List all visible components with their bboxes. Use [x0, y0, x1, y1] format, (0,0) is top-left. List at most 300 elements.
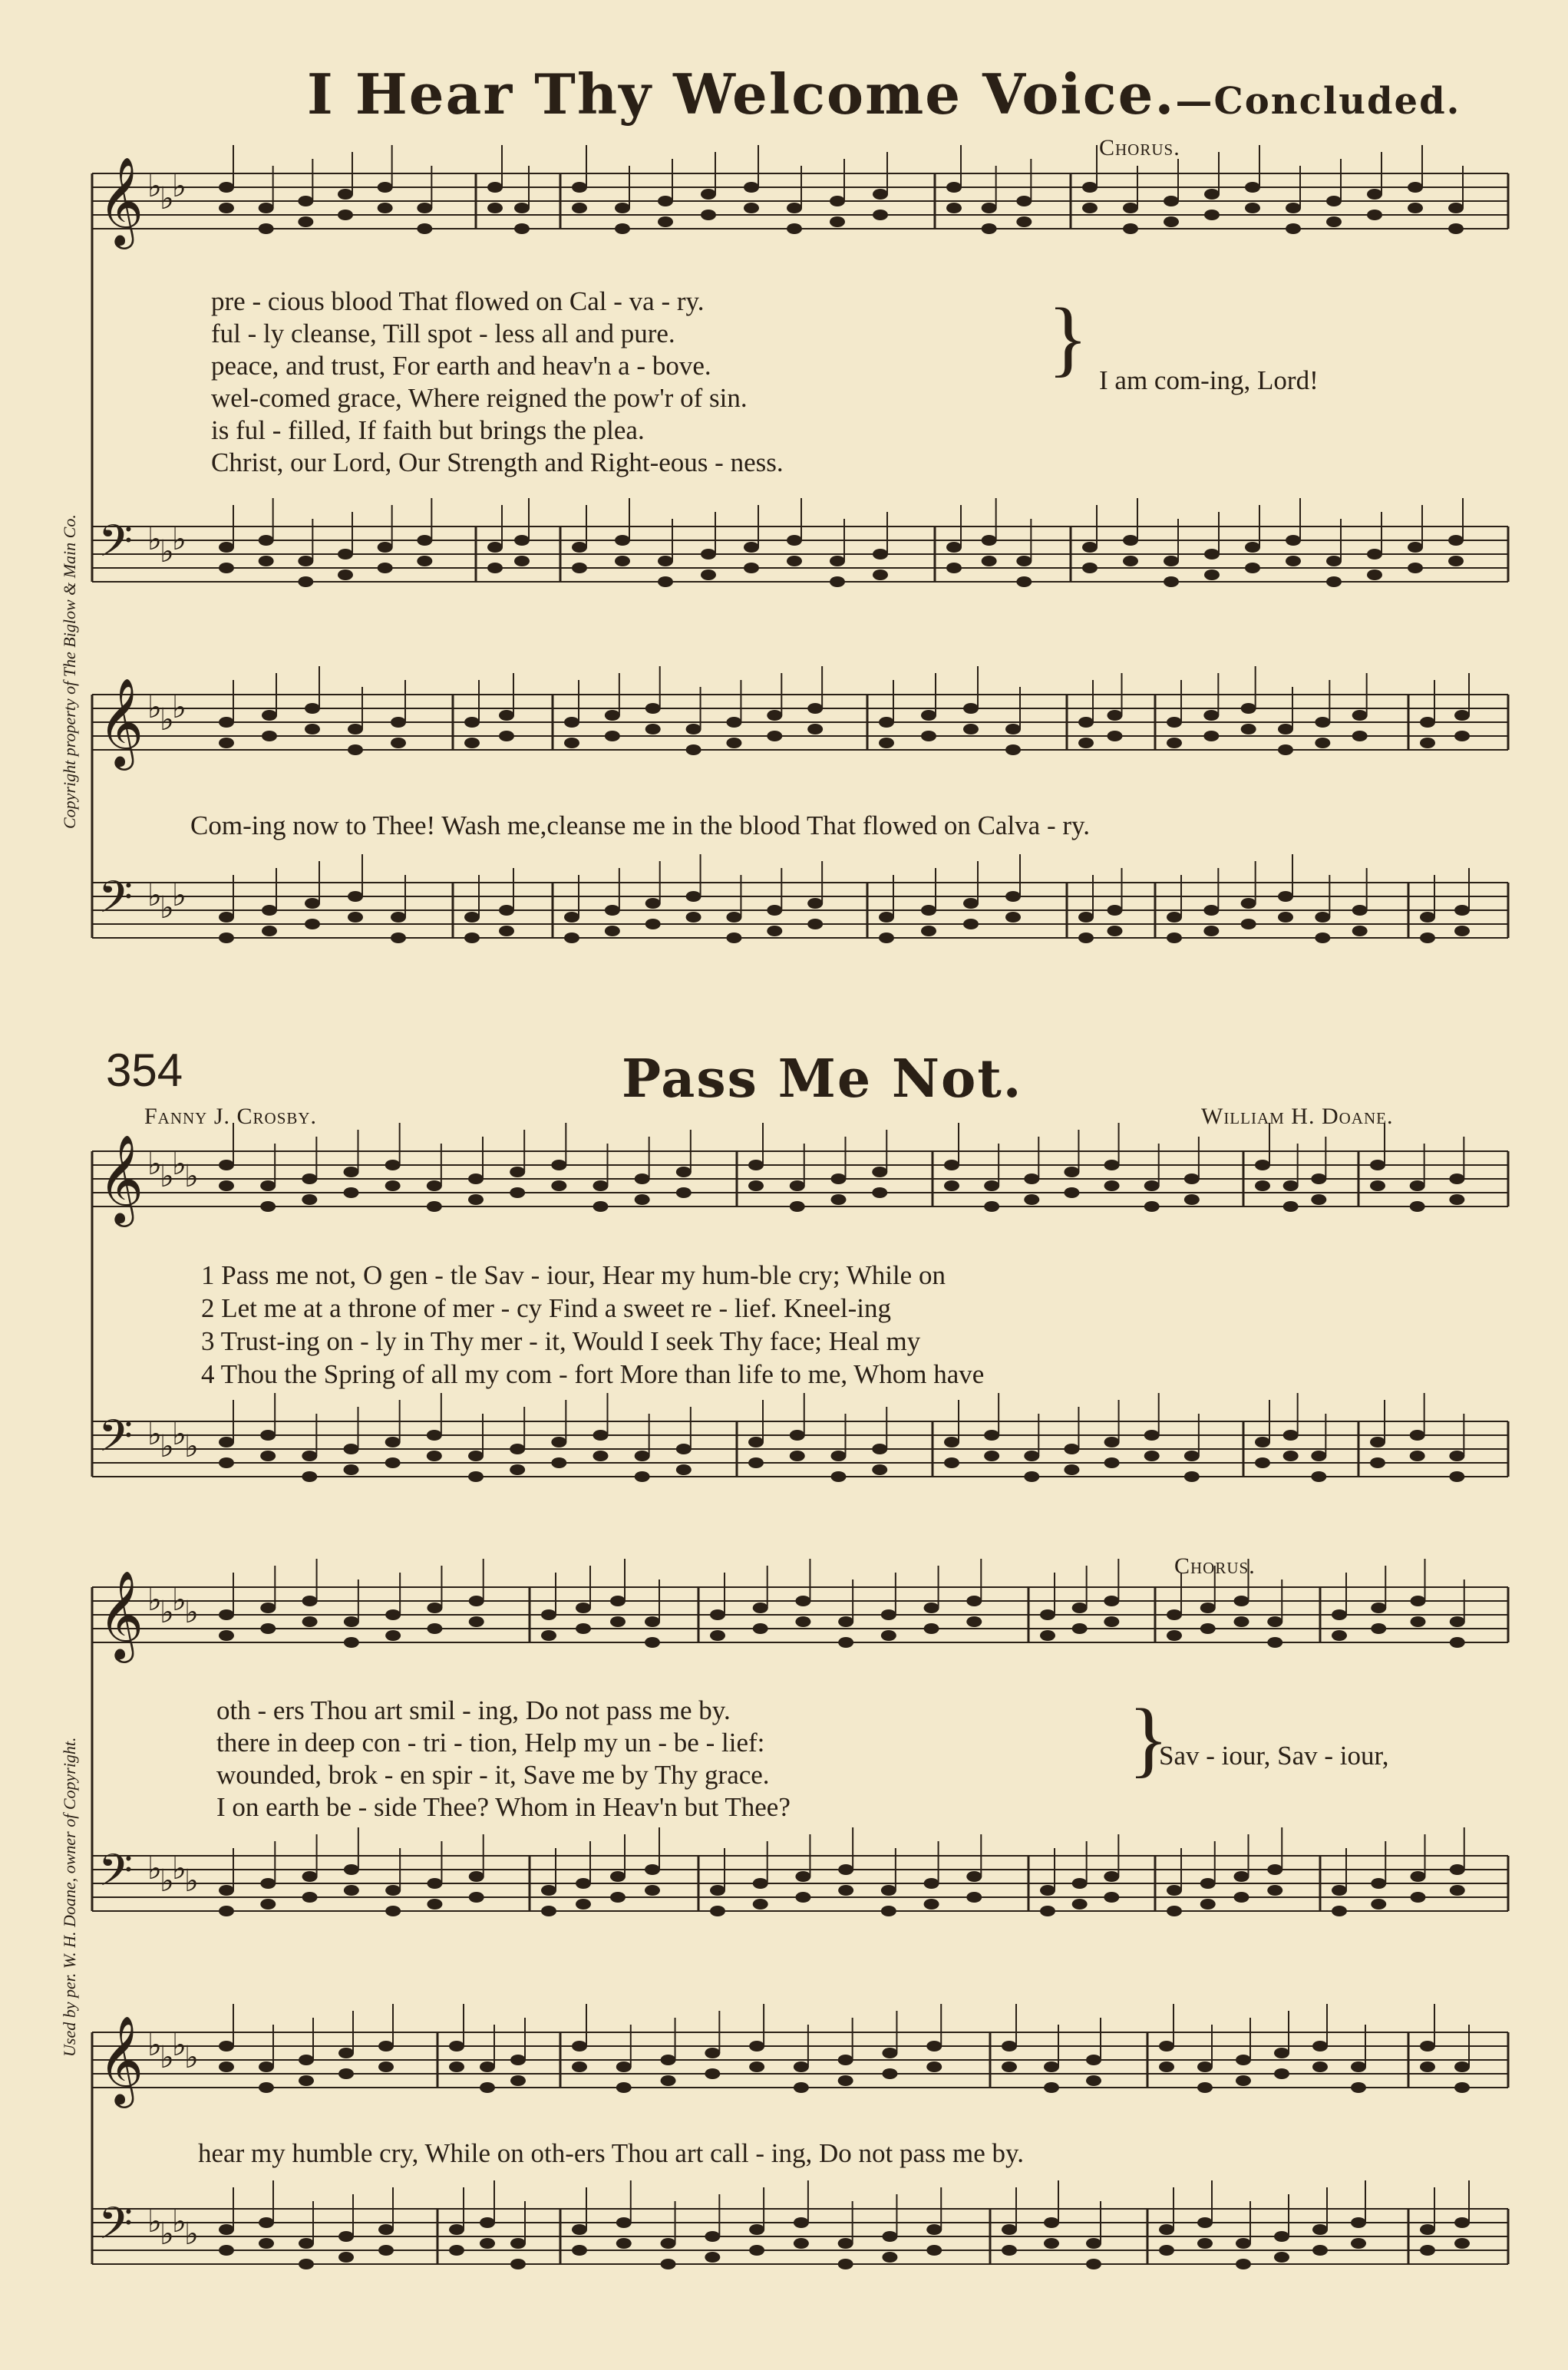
note-head — [661, 2055, 676, 2065]
note-head — [510, 1444, 525, 1454]
closing-line-hymn: hear my humble cry, While on oth-ers Thou art call - ing, Do not pass me by. — [198, 2138, 1024, 2168]
note-head — [1064, 1444, 1079, 1454]
note-head — [1167, 1630, 1182, 1641]
note-head — [1197, 2082, 1213, 2093]
note-head — [219, 2061, 234, 2072]
note-head — [615, 203, 630, 213]
note-head — [572, 542, 587, 553]
note-head — [1044, 2217, 1059, 2228]
note-head — [262, 926, 277, 936]
note-head — [344, 1444, 359, 1454]
note-head — [302, 1194, 317, 1205]
note-head — [966, 1871, 982, 1882]
note-head — [1159, 2245, 1174, 2256]
note-head — [262, 710, 277, 721]
note-head — [510, 1167, 525, 1177]
note-head — [1164, 556, 1179, 566]
note-head — [449, 2245, 464, 2256]
note-head — [748, 1180, 764, 1191]
note-head — [302, 1173, 317, 1184]
note-head — [701, 569, 716, 580]
note-head — [1104, 1616, 1119, 1627]
note-head — [1167, 932, 1182, 943]
note-head — [298, 196, 313, 206]
note-head — [348, 744, 363, 755]
note-head — [1420, 2041, 1435, 2051]
note-head — [260, 1430, 276, 1441]
note-head — [924, 1603, 939, 1613]
note-head — [676, 1167, 692, 1177]
note-head — [344, 1167, 359, 1177]
verse-line: 3 Trust-ing on - ly in Thy mer - it, Would I seek Thy face; Heal my — [201, 1326, 921, 1356]
flat-icon: ♭ — [172, 2028, 187, 2063]
note-head — [615, 535, 630, 546]
flat-icon: ♭ — [147, 522, 162, 557]
note-head — [1234, 1871, 1249, 1882]
note-head — [305, 898, 320, 909]
note-head — [338, 2048, 354, 2058]
note-head — [645, 1616, 660, 1627]
note-head — [661, 2259, 676, 2269]
verse-block-top — [211, 286, 784, 479]
note-head — [1086, 2259, 1101, 2269]
chorus-label-top: Chorus. — [1099, 135, 1180, 160]
note-head — [1351, 2217, 1366, 2228]
note-head — [348, 891, 363, 902]
note-head — [1005, 744, 1021, 755]
note-head — [1450, 1864, 1465, 1875]
flat-icon: ♭ — [160, 181, 174, 216]
note-head — [795, 1871, 810, 1882]
note-head — [302, 1471, 317, 1482]
note-head — [1236, 2238, 1251, 2249]
note-head — [348, 724, 363, 734]
note-head — [487, 542, 503, 553]
note-head — [794, 2061, 809, 2072]
note-head — [1204, 210, 1220, 220]
note-head — [468, 1194, 484, 1205]
note-head — [879, 912, 894, 923]
note-head — [1123, 556, 1138, 566]
note-head — [838, 1864, 853, 1875]
note-head — [926, 2245, 942, 2256]
note-head — [710, 1609, 725, 1620]
note-head — [616, 2238, 632, 2249]
note-head — [944, 1437, 959, 1447]
note-head — [879, 717, 894, 728]
note-head — [480, 2082, 495, 2093]
note-head — [427, 1603, 442, 1613]
note-head — [749, 2041, 764, 2051]
note-head — [1236, 2259, 1251, 2269]
note-head — [1200, 1878, 1216, 1889]
note-head — [882, 2252, 897, 2263]
note-head — [882, 2048, 897, 2058]
flat-icon: ♭ — [172, 522, 187, 557]
note-head — [572, 2061, 587, 2072]
note-head — [1367, 549, 1382, 559]
note-head — [344, 1885, 359, 1896]
note-head — [838, 2259, 853, 2269]
note-head — [487, 182, 503, 193]
note-head — [1123, 223, 1138, 234]
note-head — [593, 1180, 609, 1191]
note-head — [514, 535, 530, 546]
verse-line: is ful - filled, If faith but brings the plea. — [211, 415, 645, 445]
note-head — [882, 2068, 897, 2079]
note-head — [1332, 1609, 1347, 1620]
note-head — [1411, 1892, 1426, 1903]
verse-line: pre - cious blood That flowed on Cal - va - ry. — [211, 286, 705, 316]
note-head — [963, 724, 979, 734]
closing-line-top: Com-ing now to Thee! Wash me,cleanse me in the blood That flowed on Calva - ry. — [190, 810, 1091, 840]
note-head — [302, 1451, 317, 1461]
note-head — [1234, 1596, 1249, 1606]
flat-icon: ♭ — [184, 2217, 199, 2252]
note-head — [790, 1430, 805, 1441]
note-head — [219, 932, 234, 943]
note-head — [564, 717, 579, 728]
note-head — [881, 1906, 896, 1916]
note-head — [1241, 703, 1256, 714]
note-head — [417, 535, 432, 546]
note-head — [676, 1187, 692, 1198]
note-head — [1078, 738, 1094, 748]
note-head — [551, 1437, 566, 1447]
note-head — [551, 1160, 566, 1170]
note-head — [645, 1637, 660, 1648]
note-head — [510, 2075, 526, 2086]
note-head — [790, 1201, 805, 1212]
note-head — [464, 738, 480, 748]
flat-icon: ♭ — [172, 1147, 187, 1182]
note-head — [298, 556, 313, 566]
note-head — [1184, 1471, 1200, 1482]
note-head — [1204, 549, 1220, 559]
note-head — [378, 203, 393, 213]
note-head — [299, 2055, 314, 2065]
note-head — [427, 1623, 442, 1634]
note-head — [1167, 1609, 1182, 1620]
note-head — [259, 2061, 274, 2072]
note-head — [645, 898, 661, 909]
treble-clef-icon: 𝄞 — [98, 677, 144, 767]
note-head — [726, 932, 741, 943]
note-head — [469, 1871, 484, 1882]
note-head — [1078, 717, 1094, 728]
note-head — [616, 2217, 632, 2228]
note-head — [1454, 2217, 1470, 2228]
note-head — [1024, 1451, 1039, 1461]
note-head — [464, 717, 480, 728]
note-head — [1454, 905, 1470, 916]
note-head — [1072, 1603, 1088, 1613]
verse-brace-top: } — [1048, 291, 1088, 385]
note-head — [924, 1623, 939, 1634]
note-head — [510, 2238, 526, 2249]
bass-clef-icon: 𝄢 — [98, 1410, 134, 1473]
note-head — [635, 1173, 650, 1184]
note-head — [1040, 1906, 1055, 1916]
note-head — [259, 203, 274, 213]
note-head — [259, 2082, 274, 2093]
note-head — [298, 576, 313, 587]
note-head — [1072, 1878, 1088, 1889]
note-head — [219, 1457, 234, 1468]
note-head — [449, 2041, 464, 2051]
note-head — [753, 1623, 768, 1634]
note-head — [378, 2061, 394, 2072]
note-head — [378, 542, 393, 553]
note-head — [1410, 1201, 1425, 1212]
note-head — [872, 1444, 887, 1454]
note-head — [219, 2224, 234, 2235]
note-head — [1082, 203, 1098, 213]
note-head — [576, 1603, 591, 1613]
note-head — [391, 717, 406, 728]
note-head — [1064, 1167, 1079, 1177]
note-head — [1086, 2055, 1101, 2065]
note-head — [1420, 738, 1435, 748]
note-head — [1144, 1430, 1160, 1441]
note-head — [260, 1451, 276, 1461]
flat-icon: ♭ — [147, 690, 162, 725]
note-head — [469, 1616, 484, 1627]
flat-icon: ♭ — [160, 1863, 174, 1899]
note-head — [417, 556, 432, 566]
note-head — [219, 1885, 234, 1896]
note-head — [1184, 1173, 1200, 1184]
note-head — [610, 1596, 626, 1606]
note-head — [749, 2061, 764, 2072]
note-head — [749, 2245, 764, 2256]
note-head — [260, 1180, 276, 1191]
note-head — [385, 1160, 401, 1170]
note-head — [1454, 2238, 1470, 2249]
verse-line: ful - ly cleanse, Till spot - less all and pure. — [211, 319, 675, 348]
flat-icon: ♭ — [172, 690, 187, 725]
note-head — [1024, 1194, 1039, 1205]
note-head — [605, 710, 620, 721]
bass-clef-icon: 𝄢 — [98, 1844, 134, 1907]
note-head — [259, 2238, 274, 2249]
note-head — [514, 223, 530, 234]
note-head — [576, 1899, 591, 1910]
note-head — [302, 1616, 318, 1627]
note-head — [984, 1201, 999, 1212]
note-head — [1024, 1471, 1039, 1482]
note-head — [982, 556, 997, 566]
note-head — [1245, 182, 1260, 193]
flat-icon: ♭ — [160, 702, 174, 738]
note-head — [1420, 2061, 1435, 2072]
note-head — [1164, 196, 1179, 206]
note-head — [753, 1899, 768, 1910]
note-head — [378, 2224, 394, 2235]
note-head — [1104, 1871, 1119, 1882]
hymn-title: Pass Me Not. — [622, 1048, 1023, 1110]
note-head — [794, 2217, 809, 2228]
note-head — [260, 1899, 276, 1910]
note-head — [302, 1596, 318, 1606]
note-head — [872, 1187, 887, 1198]
note-head — [1016, 556, 1032, 566]
note-head — [944, 1457, 959, 1468]
note-head — [302, 1892, 318, 1903]
note-head — [921, 926, 936, 936]
note-head — [1449, 1173, 1464, 1184]
flat-icon: ♭ — [184, 1863, 199, 1899]
note-head — [1420, 717, 1435, 728]
note-head — [830, 576, 845, 587]
note-head — [1016, 576, 1032, 587]
note-head — [749, 2224, 764, 2235]
note-head — [593, 1451, 609, 1461]
note-head — [882, 2231, 897, 2242]
bass-staff — [92, 2180, 1508, 2269]
note-head — [385, 1180, 401, 1191]
note-head — [1420, 912, 1435, 923]
note-head — [1245, 563, 1260, 573]
note-head — [926, 2041, 942, 2051]
title-suffix: —Concluded. — [1175, 80, 1461, 123]
note-head — [469, 1892, 484, 1903]
note-head — [645, 1885, 660, 1896]
verse-line: 4 Thou the Spring of all my com - fort More than life to me, Whom have — [201, 1359, 985, 1389]
note-head — [1371, 1899, 1386, 1910]
note-head — [1312, 2061, 1328, 2072]
note-head — [219, 2245, 234, 2256]
note-head — [1367, 210, 1382, 220]
note-head — [449, 2061, 464, 2072]
bass-staff — [92, 498, 1508, 587]
note-head — [1200, 1623, 1216, 1634]
note-head — [767, 905, 782, 916]
note-head — [676, 1464, 692, 1475]
note-head — [807, 703, 823, 714]
note-head — [378, 2245, 394, 2256]
note-head — [1267, 1864, 1282, 1875]
note-head — [262, 905, 277, 916]
note-head — [710, 1630, 725, 1641]
note-head — [1312, 2041, 1328, 2051]
note-head — [610, 1871, 626, 1882]
note-head — [881, 1609, 896, 1620]
note-head — [1411, 1616, 1426, 1627]
flat-icon: ♭ — [160, 2217, 174, 2252]
note-head — [378, 2041, 394, 2051]
note-head — [661, 2238, 676, 2249]
note-head — [1278, 912, 1293, 923]
note-head — [219, 717, 234, 728]
note-head — [1332, 1906, 1347, 1916]
note-head — [338, 549, 353, 559]
note-head — [593, 1430, 609, 1441]
note-head — [219, 912, 234, 923]
note-head — [1420, 2245, 1435, 2256]
flat-icon: ♭ — [147, 169, 162, 204]
note-head — [710, 1906, 725, 1916]
note-head — [946, 542, 962, 553]
flat-icon: ♭ — [172, 878, 187, 913]
flat-icon: ♭ — [172, 1583, 187, 1618]
note-head — [480, 2061, 495, 2072]
note-head — [966, 1616, 982, 1627]
note-head — [487, 563, 503, 573]
note-head — [510, 1464, 525, 1475]
note-head — [338, 569, 353, 580]
note-head — [1144, 1180, 1160, 1191]
note-head — [831, 1471, 847, 1482]
note-head — [219, 2041, 234, 2051]
note-head — [510, 1187, 525, 1198]
note-head — [787, 556, 802, 566]
note-head — [1408, 203, 1423, 213]
note-head — [830, 196, 845, 206]
note-head — [1278, 724, 1293, 734]
note-head — [744, 182, 759, 193]
note-head — [298, 216, 313, 227]
flat-icon: ♭ — [184, 1595, 199, 1630]
note-head — [1367, 189, 1382, 200]
note-head — [1005, 891, 1021, 902]
flat-icon: ♭ — [160, 534, 174, 569]
note-head — [658, 576, 673, 587]
note-head — [1204, 189, 1220, 200]
copyright-note: Copyright property of The Biglow & Main Co. — [60, 514, 79, 829]
note-head — [1371, 1623, 1386, 1634]
note-head — [635, 1194, 650, 1205]
note-head — [427, 1899, 442, 1910]
note-head — [645, 724, 661, 734]
note-head — [427, 1201, 442, 1212]
note-head — [391, 912, 406, 923]
note-head — [1351, 2082, 1366, 2093]
note-head — [480, 2217, 495, 2228]
note-head — [921, 731, 936, 741]
note-head — [449, 2224, 464, 2235]
note-head — [1410, 1451, 1425, 1461]
flat-icon: ♭ — [160, 890, 174, 926]
note-head — [385, 1630, 401, 1641]
note-head — [966, 1596, 982, 1606]
note-head — [963, 703, 979, 714]
note-head — [1197, 2238, 1213, 2249]
note-head — [1064, 1187, 1079, 1198]
note-head — [873, 549, 888, 559]
note-head — [1352, 905, 1368, 916]
note-head — [338, 2068, 354, 2079]
note-head — [1274, 2068, 1289, 2079]
note-head — [1204, 569, 1220, 580]
note-head — [946, 563, 962, 573]
note-head — [1005, 912, 1021, 923]
title-main: I Hear Thy Welcome Voice. — [307, 61, 1176, 127]
note-head — [572, 2041, 587, 2051]
note-head — [926, 2224, 942, 2235]
note-head — [726, 738, 741, 748]
note-head — [1352, 926, 1368, 936]
note-head — [686, 912, 701, 923]
note-head — [701, 549, 716, 559]
note-head — [1104, 1892, 1119, 1903]
note-head — [1411, 1871, 1426, 1882]
note-head — [514, 556, 530, 566]
note-head — [468, 1173, 484, 1184]
note-head — [1082, 182, 1098, 193]
note-head — [924, 1878, 939, 1889]
note-head — [344, 1864, 359, 1875]
